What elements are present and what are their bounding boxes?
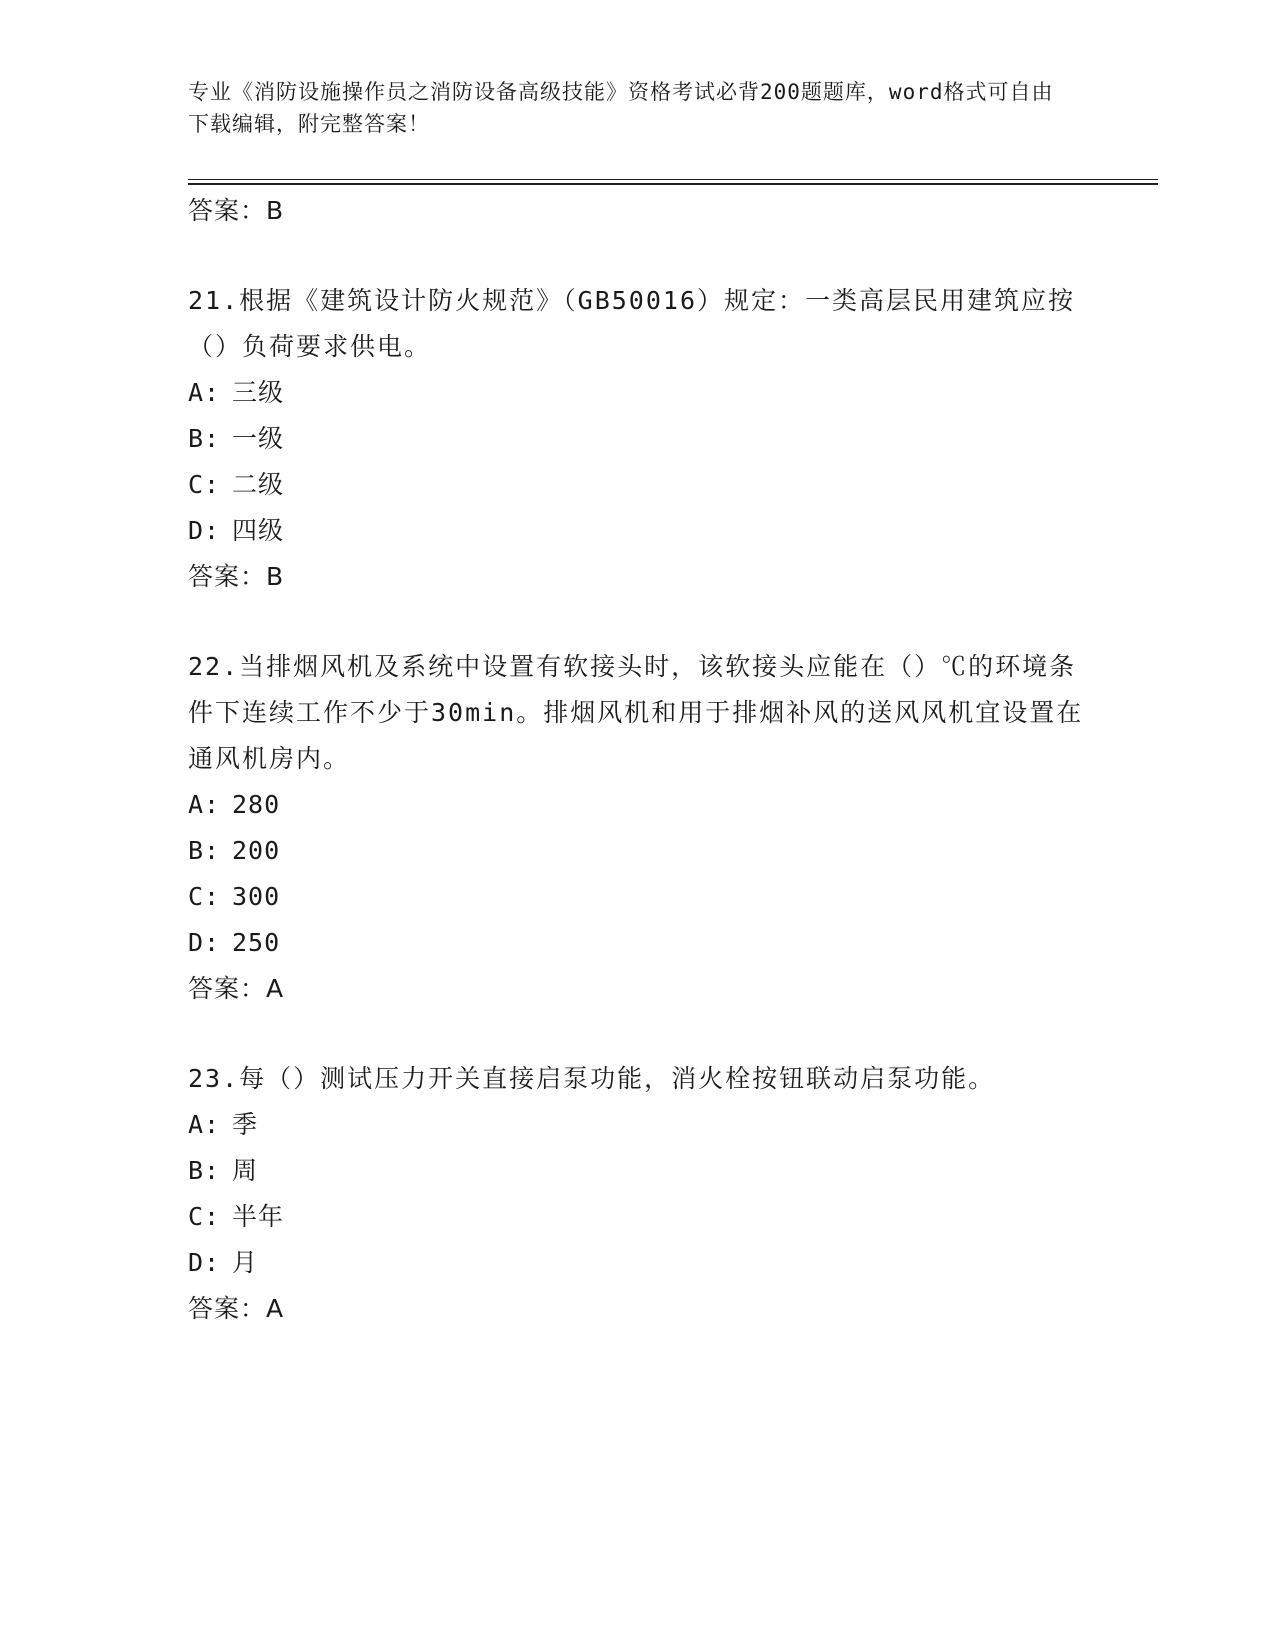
option-key: C: bbox=[188, 1202, 221, 1231]
option-text: 一级 bbox=[232, 424, 285, 453]
question-text: 23.每（）测试压力开关直接启泵功能，消火栓按钮联动启泵功能。 bbox=[188, 1064, 996, 1093]
option-d bbox=[188, 508, 1088, 554]
header-rule-thick bbox=[188, 183, 1158, 185]
option-text: 三级 bbox=[232, 378, 285, 407]
question-item bbox=[188, 644, 1088, 1012]
question-list bbox=[188, 188, 1088, 1332]
option-text: 250 bbox=[232, 928, 281, 957]
option-key: B: bbox=[188, 1156, 221, 1185]
document-header: 专业《消防设施操作员之消防设备高级技能》资格考试必背200题题库，word格式可自由下载编辑，附完整答案！ bbox=[188, 80, 1054, 136]
option-text: 二级 bbox=[232, 470, 285, 499]
answer-line: 答案：A bbox=[188, 1294, 285, 1323]
answer-line: 答案：B bbox=[188, 196, 285, 225]
option-b bbox=[188, 1148, 1088, 1194]
question-item bbox=[188, 1056, 1088, 1332]
option-key: B: bbox=[188, 836, 221, 865]
option-text: 周 bbox=[232, 1156, 259, 1185]
option-d bbox=[188, 920, 1088, 966]
header-rule-thin bbox=[188, 179, 1158, 180]
option-key: A: bbox=[188, 790, 221, 819]
option-key: B: bbox=[188, 424, 221, 453]
question-text: 22.当排烟风机及系统中设置有软接头时，该软接头应能在（）℃的环境条件下连续工作不少于30min。排烟风机和用于排烟补风的送风风机宜设置在通风机房内。 bbox=[188, 652, 1084, 773]
option-a bbox=[188, 370, 1088, 416]
option-text: 月 bbox=[232, 1248, 259, 1277]
option-d bbox=[188, 1240, 1088, 1286]
question-item bbox=[188, 278, 1088, 600]
option-key: C: bbox=[188, 470, 221, 499]
option-text: 半年 bbox=[232, 1202, 285, 1231]
option-text: 300 bbox=[232, 882, 281, 911]
answer-line: 答案：B bbox=[188, 562, 285, 591]
option-key: D: bbox=[188, 1248, 221, 1277]
option-a bbox=[188, 1102, 1088, 1148]
option-key: D: bbox=[188, 928, 221, 957]
option-b bbox=[188, 828, 1088, 874]
option-text: 200 bbox=[232, 836, 281, 865]
option-text: 季 bbox=[232, 1110, 259, 1139]
option-key: A: bbox=[188, 1110, 221, 1139]
option-c bbox=[188, 462, 1088, 508]
option-b bbox=[188, 416, 1088, 462]
option-text: 四级 bbox=[232, 516, 285, 545]
answer-line: 答案：A bbox=[188, 974, 285, 1003]
option-key: C: bbox=[188, 882, 221, 911]
option-text: 280 bbox=[232, 790, 281, 819]
option-key: A: bbox=[188, 378, 221, 407]
option-a bbox=[188, 782, 1088, 828]
option-key: D: bbox=[188, 516, 221, 545]
option-c bbox=[188, 1194, 1088, 1240]
option-c bbox=[188, 874, 1088, 920]
question-text: 21.根据《建筑设计防火规范》（GB50016）规定：一类高层民用建筑应按（）负荷要求供电。 bbox=[188, 286, 1076, 361]
